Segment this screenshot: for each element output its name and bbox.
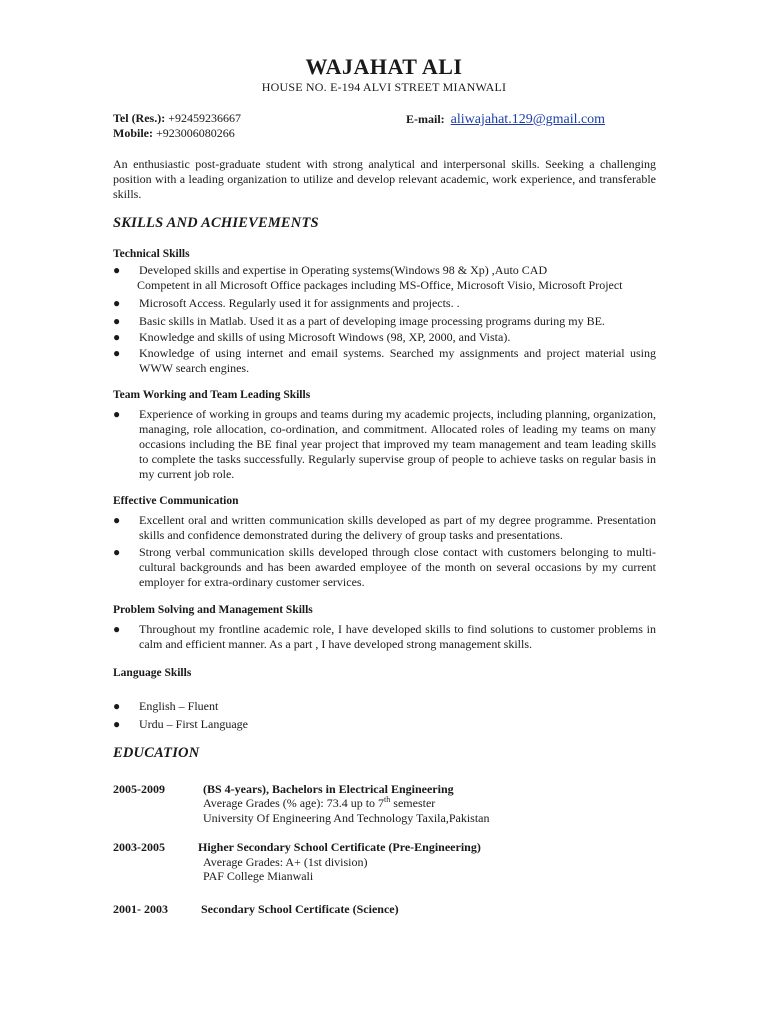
list-item xyxy=(113,314,656,329)
grades-suffix: semester xyxy=(390,796,436,810)
education-title-3: Secondary School Certificate (Science) xyxy=(201,902,399,916)
language-item-1: English – Fluent xyxy=(139,699,219,713)
technical-item-4: Knowledge and skills of using Microsoft Windows (98, XP, 2000, and Vista). xyxy=(139,330,511,344)
tel-value: +92459236667 xyxy=(168,111,241,125)
communication-heading: Effective Communication xyxy=(113,495,239,507)
list-item xyxy=(113,513,656,543)
bullet-icon: ● xyxy=(113,717,121,731)
list-item xyxy=(113,407,656,482)
email-contact xyxy=(406,112,605,128)
bullet-icon: ● xyxy=(113,699,121,713)
language-skills-heading: Language Skills xyxy=(113,667,192,679)
email-link[interactable]: aliwajahat.129@gmail.com xyxy=(450,112,606,127)
list-item xyxy=(113,263,656,278)
mobile-label: Mobile: xyxy=(113,126,153,140)
bullet-icon: ● xyxy=(113,545,121,559)
grades-superscript: th xyxy=(384,795,391,804)
technical-item-2: Microsoft Access. Regularly used it for assignments and projects. . xyxy=(139,296,460,310)
mobile-value: +923006080266 xyxy=(156,126,235,140)
bullet-icon: ● xyxy=(113,346,121,360)
bullet-icon: ● xyxy=(113,407,121,421)
technical-item-5: Knowledge of using internet and email systems. Searched my assignments and project material using WWW search engines. xyxy=(139,346,656,375)
education-section-heading: EDUCATION xyxy=(113,745,200,761)
bullet-icon: ● xyxy=(113,622,121,636)
bullet-icon: ● xyxy=(113,263,121,277)
tel-label: Tel (Res.): xyxy=(113,111,166,125)
technical-skills-heading: Technical Skills xyxy=(113,248,190,260)
language-item-2: Urdu – First Language xyxy=(139,717,248,731)
team-item-1: Experience of working in groups and teams during my academic projects, including planning, organization, managing, role allocation, co-ordination, and commitment. Allocated roles of leading my teams on many occasions including the BE final year project that improved my team management and team leading skills to complete the tasks successfully. Regularly supervise group of people to achieve tasks on regular basis in my current job role. xyxy=(139,407,656,481)
technical-item-1-continued: Competent in all Microsoft Office packages including MS-Office, Microsoft Visio, Microsoft Project xyxy=(137,278,623,292)
problem-solving-heading: Problem Solving and Management Skills xyxy=(113,604,313,616)
email-label: E-mail: xyxy=(406,112,445,126)
communication-item-2: Strong verbal communication skills developed through close contact with customers belonging to multi-cultural backgrounds and has been awarded employee of the month on several occasions by my current employer for extra-ordinary customer services. xyxy=(139,545,656,589)
team-skills-heading: Team Working and Team Leading Skills xyxy=(113,389,311,401)
list-item xyxy=(113,622,656,652)
problem-item-1: Throughout my frontline academic role, I have developed skills to find solutions to customer problems in calm and efficient manner. As a part , I have developed strong management skills. xyxy=(139,622,656,651)
bullet-icon: ● xyxy=(113,314,121,328)
education-title-2: Higher Secondary School Certificate (Pre-Engineering) xyxy=(198,840,481,854)
list-item xyxy=(113,545,656,590)
list-item xyxy=(113,346,656,376)
education-grades-1 xyxy=(203,796,435,811)
education-years-1: 2005-2009 xyxy=(113,782,165,796)
skills-section-heading: SKILLS AND ACHIEVEMENTS xyxy=(113,215,319,231)
technical-item-3: Basic skills in Matlab. Used it as a part of developing image processing programs during my BE. xyxy=(139,314,605,328)
home-address: HOUSE NO. E-194 ALVI STREET MIANWALI xyxy=(261,80,507,94)
education-institution-1: University Of Engineering And Technology Taxila,Pakistan xyxy=(203,811,490,825)
list-item xyxy=(113,717,656,732)
communication-item-1: Excellent oral and written communication skills developed as part of my degree programme. Presentation skills and confidence demonstrated during the delivery of group tasks and presentations. xyxy=(139,513,656,542)
objective-statement: An enthusiastic post-graduate student with strong analytical and interpersonal skills. Seeking a challenging position with a leading organization to utilize and develop relevant academic, work experience, and transferable skills. xyxy=(113,157,656,201)
candidate-name: WAJAHAT ALI xyxy=(305,54,463,79)
mobile-line xyxy=(113,126,241,141)
education-years-3: 2001- 2003 xyxy=(113,902,168,916)
bullet-icon: ● xyxy=(113,330,121,344)
education-years-2: 2003-2005 xyxy=(113,840,165,854)
bullet-icon: ● xyxy=(113,296,121,310)
grades-text: Average Grades (% age): 73.4 up to 7 xyxy=(203,796,385,810)
education-grades-2: Average Grades: A+ (1st division) xyxy=(203,855,368,869)
technical-item-1: Developed skills and expertise in Operating systems(Windows 98 & Xp) ,Auto CAD xyxy=(139,263,548,277)
list-item xyxy=(113,296,656,311)
tel-line xyxy=(113,111,241,126)
phone-contacts xyxy=(113,111,241,141)
bullet-icon: ● xyxy=(113,513,121,527)
list-item xyxy=(113,330,656,345)
education-institution-2: PAF College Mianwali xyxy=(203,869,314,883)
education-title-1: (BS 4-years), Bachelors in Electrical Engineering xyxy=(203,782,454,796)
list-item xyxy=(113,699,656,714)
